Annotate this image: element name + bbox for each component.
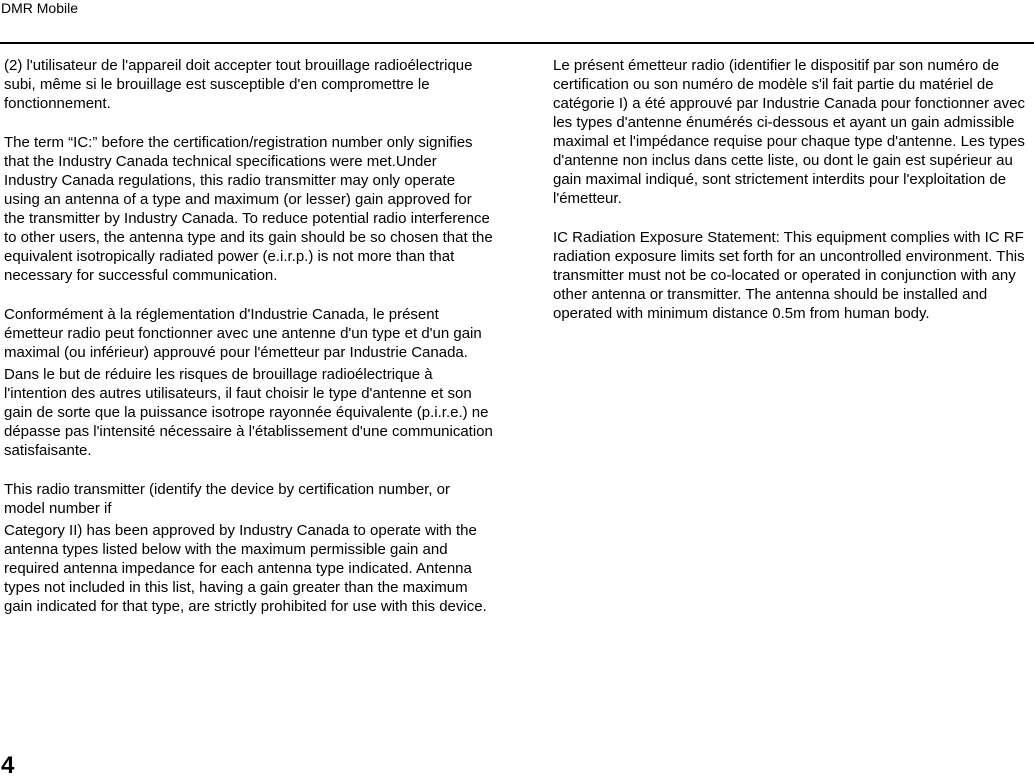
paragraph-interference-acceptance-fr: (2) l'utilisateur de l'appareil doit accepter tout brouillage radioélectrique subi, même si le brouillage est susceptible d'en compromettre le fonctionnement. (4, 57, 473, 112)
paragraph-radiation-exposure-en: IC Radiation Exposure Statement: This equipment complies with IC RF radiation exposure limits set forth for an uncontrolled environment. This transmitter must not be co-located or operated in conjunction with any other antenna or transmitter. The antenna should be installed and operated with minimum distance 0.5m from human body. (553, 229, 1025, 322)
paragraph-transmitter-identify-en: This radio transmitter (identify the device by certification number, or model number if (4, 481, 451, 517)
paragraph-category-ii-en: Category II) has been approved by Industry Canada to operate with the antenna types listed below with the maximum permissible gain and required antenna impedance for each antenna type indicated. Antenna types not included in this list, having a gain greater than the maximum gain indicated for that type, are strictly prohibited for use with this device. (4, 522, 487, 615)
header-divider (0, 42, 1034, 44)
paragraph-eirp-fr: Dans le but de réduire les risques de brouillage radioélectrique à l'intention des autres utilisateurs, il faut choisir le type d'antenne et son gain de sorte que la puissance isotrope rayonnée équivalente (p.i.r.e.) ne dépasse pas l'intensité nécessaire à l'établissement d'une communication satisfaisante. (4, 366, 493, 459)
page-number: 4 (1, 752, 15, 779)
header-title: DMR Mobile (1, 0, 79, 16)
right-column (553, 56, 1031, 323)
paragraph-antenna-regulation-fr: Conformément à la réglementation d'Industrie Canada, le présent émetteur radio peut fonctionner avec une antenne d'un type et d'un gain maximal (ou inférieur) approuvé pour l'émetteur par Industrie Canada. (4, 306, 482, 361)
paragraph-ic-term-en: The term “IC:” before the certification/registration number only signifies that the Industry Canada technical specifications were met.Under Industry Canada regulations, this radio transmitter may only operate using an antenna of a type and maximum (or lesser) gain approved for the transmitter by Industry Canada. To reduce potential radio interference to other users, the antenna type and its gain should be so chosen that the equivalent isotropically radiated power (e.i.r.p.) is not more than that necessary for successful communication. (4, 134, 493, 284)
left-column (4, 56, 494, 616)
paragraph-transmitter-approval-fr: Le présent émetteur radio (identifier le dispositif par son numéro de certification ou son numéro de modèle s'il fait partie du matériel de catégorie I) a été approuvé par Industrie Canada pour fonctionner avec les types d'antenne énumérés ci-dessous et ayant un gain admissible maximal et l'impédance requise pour chaque type d'antenne. Les types d'antenne non inclus dans cette liste, ou dont le gain est supérieur au gain maximal indiqué, sont strictement interdits pour l'exploitation de l'émetteur. (553, 57, 1025, 207)
